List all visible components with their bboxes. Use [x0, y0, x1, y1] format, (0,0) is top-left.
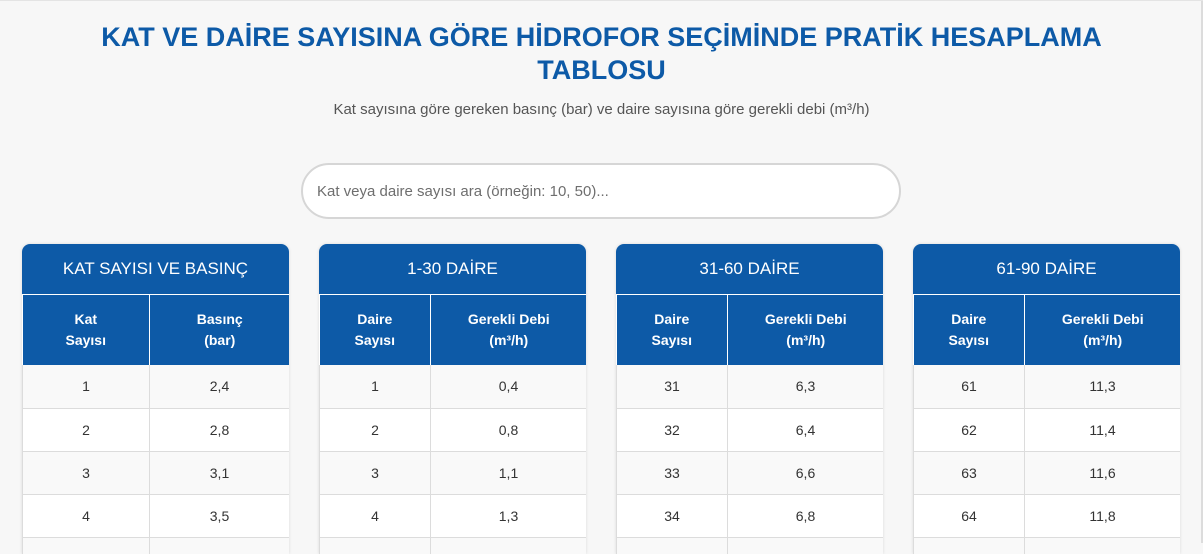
- table-title: 1-30 DAİRE: [319, 244, 586, 295]
- table-cell: 11,8: [1025, 494, 1181, 537]
- table-header-row: [320, 295, 587, 365]
- table-header-row: [914, 295, 1181, 365]
- table-cell: 31: [617, 365, 728, 408]
- table-cell: [431, 537, 587, 554]
- table-row: [914, 451, 1181, 494]
- table-row: [23, 365, 290, 408]
- flats-31-60-table-card: [616, 244, 883, 554]
- flats-1-30-table-card: [319, 244, 586, 554]
- table-cell: [320, 537, 431, 554]
- column-header-required-flow[interactable]: [431, 295, 587, 365]
- column-header-flat-count[interactable]: [320, 295, 431, 365]
- table-row: [914, 365, 1181, 408]
- table-cell: 2,4: [150, 365, 290, 408]
- table-title: 61-90 DAİRE: [913, 244, 1180, 295]
- header-text: (m³/h): [489, 332, 529, 348]
- table-cell: 0,8: [431, 408, 587, 451]
- column-header-flat-count[interactable]: [617, 295, 728, 365]
- table-row: [617, 408, 884, 451]
- floor-pressure-table: [22, 295, 289, 554]
- flats-61-90-table-card: [913, 244, 1180, 554]
- table-row: [617, 365, 884, 408]
- header-text: Daire: [951, 311, 987, 327]
- search-input[interactable]: [303, 165, 899, 217]
- table-cell: 33: [617, 451, 728, 494]
- page-title-line-1: KAT VE DAİRE SAYISINA GÖRE HİDROFOR SEÇİMİNDE PRATİK HESAPLAMA: [101, 22, 1102, 52]
- table-cell: 3: [320, 451, 431, 494]
- table-cell: [914, 537, 1025, 554]
- header-text: Gerekli Debi: [1061, 311, 1144, 327]
- table-cell: 2: [23, 408, 150, 451]
- table-cell: 64: [914, 494, 1025, 537]
- flats-1-30-table: [319, 295, 586, 554]
- table-cell: 11,6: [1025, 451, 1181, 494]
- table-title: 31-60 DAİRE: [616, 244, 883, 295]
- flats-61-90-table: [913, 295, 1180, 554]
- column-header-flat-count[interactable]: [914, 295, 1025, 365]
- table-row: [320, 537, 587, 554]
- table-cell: 63: [914, 451, 1025, 494]
- table-row: [320, 365, 587, 408]
- table-row: [23, 451, 290, 494]
- table-cell: 1: [320, 365, 431, 408]
- table-cell: 3,1: [150, 451, 290, 494]
- table-cell: 2,8: [150, 408, 290, 451]
- page-subtitle: Kat sayısına göre gereken basınç (bar) ve daire sayısına göre gerekli debi (m³/h): [333, 101, 870, 118]
- table-cell: 0,4: [431, 365, 587, 408]
- page-title: [0, 21, 1203, 87]
- table-header-row: [617, 295, 884, 365]
- header-text: Sayısı: [651, 332, 692, 348]
- table-row: [23, 537, 290, 554]
- table-row: [617, 494, 884, 537]
- table-row: [914, 494, 1181, 537]
- table-header-row: [23, 295, 290, 365]
- header-text: (m³/h): [1083, 332, 1123, 348]
- table-cell: 2: [320, 408, 431, 451]
- table-row: [617, 537, 884, 554]
- table-cell: 1: [23, 365, 150, 408]
- header-text: Basınç: [196, 311, 243, 327]
- table-row: [914, 537, 1181, 554]
- table-cell: [150, 537, 290, 554]
- table-cell: 1,1: [431, 451, 587, 494]
- table-cell: 6,4: [728, 408, 884, 451]
- table-cell: 6,6: [728, 451, 884, 494]
- table-cell: 6,8: [728, 494, 884, 537]
- table-row: [320, 494, 587, 537]
- table-cell: 11,4: [1025, 408, 1181, 451]
- header-text: Gerekli Debi: [764, 311, 847, 327]
- header-text: (bar): [204, 332, 236, 348]
- table-cell: 32: [617, 408, 728, 451]
- table-row: [23, 408, 290, 451]
- table-row: [914, 408, 1181, 451]
- table-cell: [23, 537, 150, 554]
- table-cell: 11,3: [1025, 365, 1181, 408]
- table-cell: 62: [914, 408, 1025, 451]
- header-text: Sayısı: [65, 332, 106, 348]
- flats-31-60-table: [616, 295, 883, 554]
- search-box: [301, 163, 901, 219]
- table-row: [320, 451, 587, 494]
- table-row: [23, 494, 290, 537]
- header-text: Gerekli Debi: [467, 311, 550, 327]
- header-text: Daire: [654, 311, 690, 327]
- table-cell: 34: [617, 494, 728, 537]
- table-cell: 4: [23, 494, 150, 537]
- page-title-line-2: TABLOSU: [537, 55, 666, 85]
- header-text: Kat: [74, 311, 98, 327]
- table-row: [320, 408, 587, 451]
- table-cell: [1025, 537, 1181, 554]
- table-cell: 3: [23, 451, 150, 494]
- floor-pressure-table-card: [22, 244, 289, 554]
- table-cell: 3,5: [150, 494, 290, 537]
- table-cell: 4: [320, 494, 431, 537]
- table-cell: [728, 537, 884, 554]
- header-text: Sayısı: [948, 332, 989, 348]
- column-header-required-flow[interactable]: [728, 295, 884, 365]
- header-text: Daire: [357, 311, 393, 327]
- table-cell: 1,3: [431, 494, 587, 537]
- table-row: [617, 451, 884, 494]
- table-cell: 6,3: [728, 365, 884, 408]
- header-text: (m³/h): [786, 332, 826, 348]
- header-text: Sayısı: [354, 332, 395, 348]
- table-cell: [617, 537, 728, 554]
- table-cell: 61: [914, 365, 1025, 408]
- column-header-pressure[interactable]: [150, 295, 290, 365]
- column-header-required-flow[interactable]: [1025, 295, 1181, 365]
- table-title: KAT SAYISI VE BASINÇ: [22, 244, 289, 295]
- column-header-floor-count[interactable]: [23, 295, 150, 365]
